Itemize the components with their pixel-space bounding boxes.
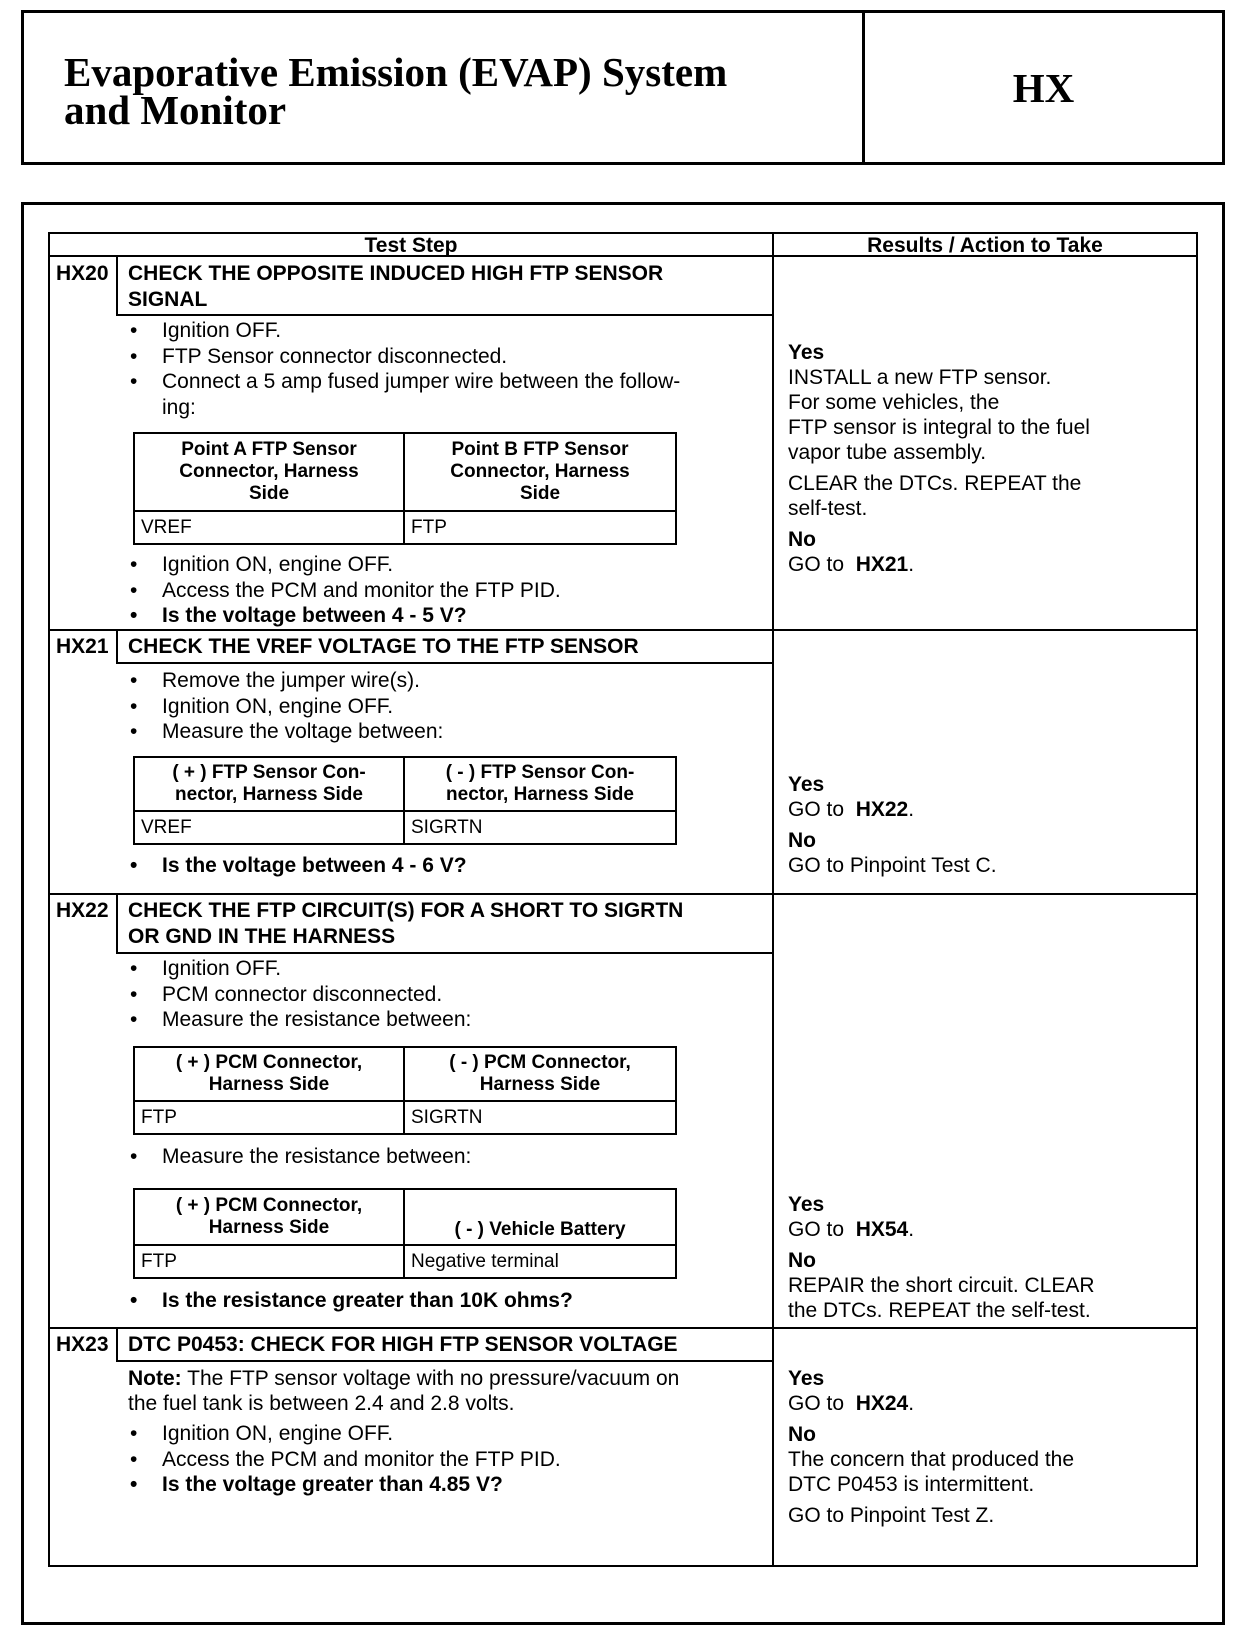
- note-text: [128, 1366, 679, 1416]
- pin-cell: FTP: [134, 1101, 404, 1134]
- goto-suffix: .: [908, 553, 915, 576]
- pin-cell: SIGRTN: [404, 811, 676, 844]
- pin-table: [133, 1046, 677, 1135]
- goto-target: HX22: [855, 798, 909, 821]
- pin-cell: SIGRTN: [404, 1101, 676, 1134]
- pin-table-header-line: Point B FTP Sensor: [451, 439, 629, 460]
- list-item: • Ignition ON, engine OFF.: [128, 1421, 561, 1447]
- no-label: No: [788, 829, 816, 852]
- pin-table-header-line: ( + ) PCM Connector,: [175, 1052, 363, 1073]
- result-goto: [788, 797, 1193, 822]
- goto-prefix: GO to: [788, 798, 845, 821]
- list-item: • Is the voltage greater than 4.85 V?: [128, 1472, 561, 1498]
- yes-label: Yes: [788, 341, 825, 364]
- pin-table-header: [134, 433, 404, 511]
- step-title-hx21: CHECK THE VREF VOLTAGE TO THE FTP SENSOR: [128, 635, 639, 658]
- list-item: • Access the PCM and monitor the FTP PID.: [128, 578, 561, 604]
- pin-table-header-line: ( + ) PCM Connector,: [175, 1195, 363, 1216]
- pin-cell: Negative terminal: [404, 1245, 676, 1278]
- list-item: • Remove the jumper wire(s).: [128, 668, 443, 694]
- pin-table-header-line: Side: [519, 483, 561, 504]
- pin-table-header-line: Harness Side: [479, 1074, 601, 1095]
- no-label: No: [788, 1249, 816, 1272]
- no-label: No: [788, 528, 816, 551]
- goto-target: HX24: [855, 1392, 909, 1415]
- step-title-hx20-line2: SIGNAL: [128, 288, 208, 311]
- result-line: INSTALL a new FTP sensor.: [788, 366, 1052, 389]
- pin-table-header-line: Side: [248, 483, 290, 504]
- step-id-hx23: HX23: [56, 1333, 109, 1356]
- result-hx20: [788, 340, 1193, 577]
- list-item: • Is the resistance greater than 10K ohms?: [128, 1288, 573, 1314]
- id-divider: [116, 895, 118, 954]
- page-header: [21, 10, 1225, 165]
- list-item: • Measure the voltage between:: [128, 719, 443, 745]
- yes-label: Yes: [788, 1367, 825, 1390]
- result-goto: [788, 552, 1193, 577]
- goto-prefix: GO to: [788, 553, 845, 576]
- bullet-list: [128, 956, 471, 1033]
- bullet-list: [128, 1421, 561, 1498]
- list-item: • Is the voltage between 4 - 5 V?: [128, 603, 561, 629]
- result-line: GO to Pinpoint Test C.: [788, 854, 997, 877]
- list-item: • Connect a 5 amp fused jumper wire between the follow-: [128, 369, 680, 395]
- step-title-hx22: [128, 898, 683, 950]
- step-divider: [50, 893, 1196, 895]
- list-item: • Ignition OFF.: [128, 318, 680, 344]
- result-line: REPAIR the short circuit. CLEAR: [788, 1274, 1095, 1297]
- title-rule: [116, 314, 772, 316]
- pin-table-header-line: Connector, Harness: [179, 461, 359, 482]
- test-step-table: [48, 232, 1198, 1567]
- title-rule: [116, 952, 772, 954]
- pin-table-header: [404, 757, 676, 811]
- result-line: CLEAR the DTCs. REPEAT the: [788, 472, 1082, 495]
- list-item: • Ignition ON, engine OFF.: [128, 694, 443, 720]
- pin-table: [133, 1188, 677, 1279]
- pin-table-header-line: ( - ) FTP Sensor Con-: [445, 762, 635, 783]
- goto-target: HX54: [855, 1218, 909, 1241]
- bullet-list: [128, 668, 443, 745]
- section-code: HX: [1012, 64, 1075, 111]
- list-item: • Measure the resistance between:: [128, 1144, 471, 1170]
- pin-table-header: [134, 757, 404, 811]
- title-rule: [116, 1360, 772, 1362]
- goto-target: HX21: [855, 553, 909, 576]
- goto-suffix: .: [908, 1218, 915, 1241]
- pin-table-header-line: Point A FTP Sensor: [181, 439, 357, 460]
- bullet-list: [128, 318, 680, 395]
- page-title-line1: Evaporative Emission (EVAP) System: [64, 49, 728, 95]
- note-line: the fuel tank is between 2.4 and 2.8 volts.: [128, 1392, 515, 1415]
- header-test-step: Test Step: [364, 234, 458, 257]
- page-title: [64, 49, 844, 133]
- yes-label: Yes: [788, 1193, 825, 1216]
- pin-cell: VREF: [134, 511, 404, 544]
- header-results: Results / Action to Take: [867, 234, 1103, 257]
- result-goto: [788, 1217, 1193, 1242]
- pin-table-header: [404, 1047, 676, 1101]
- title-rule: [116, 662, 772, 664]
- result-hx23: [788, 1366, 1193, 1528]
- list-item: • Ignition OFF.: [128, 956, 471, 982]
- bullet-list: [128, 853, 467, 879]
- list-item: • Is the voltage between 4 - 6 V?: [128, 853, 467, 879]
- step-id-hx21: HX21: [56, 635, 109, 658]
- pin-table-header: [404, 433, 676, 511]
- pin-table-header-line: ( - ) PCM Connector,: [449, 1052, 631, 1073]
- result-line: vapor tube assembly.: [788, 441, 987, 464]
- column-divider: [772, 234, 774, 1565]
- result-line: GO to Pinpoint Test Z.: [788, 1504, 995, 1527]
- pin-table-header-line: ( + ) FTP Sensor Con-: [172, 762, 366, 783]
- goto-prefix: GO to: [788, 1218, 845, 1241]
- pin-cell: VREF: [134, 811, 404, 844]
- result-line: the DTCs. REPEAT the self-test.: [788, 1299, 1091, 1322]
- pin-table-header-line: Connector, Harness: [450, 461, 630, 482]
- pin-cell: FTP: [134, 1245, 404, 1278]
- no-label: No: [788, 1423, 816, 1446]
- list-item-continuation: ing:: [162, 396, 196, 419]
- note-line: The FTP sensor voltage with no pressure/vacuum on: [181, 1367, 680, 1390]
- step-title-hx23: DTC P0453: CHECK FOR HIGH FTP SENSOR VOLTAGE: [128, 1333, 678, 1356]
- step-id-hx20: HX20: [56, 262, 109, 285]
- pin-table: [133, 432, 677, 545]
- goto-suffix: .: [908, 798, 915, 821]
- bullet-list: [128, 552, 561, 629]
- goto-suffix: .: [908, 1392, 915, 1415]
- pin-table-header: [134, 1189, 404, 1245]
- yes-label: Yes: [788, 773, 825, 796]
- bullet-list: [128, 1288, 573, 1314]
- pin-table: [133, 756, 677, 845]
- page-title-line2: and Monitor: [64, 87, 287, 133]
- result-line: For some vehicles, the: [788, 391, 1000, 414]
- step-title-hx20: [128, 261, 663, 313]
- result-line: self-test.: [788, 497, 868, 520]
- result-line: DTC P0453 is intermittent.: [788, 1473, 1035, 1496]
- id-divider: [116, 631, 118, 664]
- step-id-hx22: HX22: [56, 899, 109, 922]
- pin-table-header-line: Harness Side: [208, 1217, 330, 1238]
- step-title-hx20-line1: CHECK THE OPPOSITE INDUCED HIGH FTP SENSOR: [128, 262, 664, 285]
- list-item: • Access the PCM and monitor the FTP PID.: [128, 1447, 561, 1473]
- list-item: • Ignition ON, engine OFF.: [128, 552, 561, 578]
- goto-prefix: GO to: [788, 1392, 845, 1415]
- id-divider: [116, 257, 118, 316]
- pin-table-header-line: nector, Harness Side: [446, 784, 634, 805]
- step-divider: [50, 1327, 1196, 1329]
- note-label: Note:: [128, 1367, 182, 1390]
- pin-table-header-line: nector, Harness Side: [175, 784, 363, 805]
- step-title-hx22-line2: OR GND IN THE HARNESS: [128, 925, 396, 948]
- result-hx21: [788, 772, 1193, 878]
- result-goto: [788, 1391, 1193, 1416]
- list-item: • Measure the resistance between:: [128, 1007, 471, 1033]
- result-hx22: [788, 1192, 1193, 1323]
- list-item: • PCM connector disconnected.: [128, 982, 471, 1008]
- bullet-list: [128, 1144, 471, 1170]
- pin-table-header: [134, 1047, 404, 1101]
- step-divider: [50, 629, 1196, 631]
- step-title-hx22-line1: CHECK THE FTP CIRCUIT(S) FOR A SHORT TO SIGRTN: [128, 899, 684, 922]
- pin-table-header: ( - ) Vehicle Battery: [404, 1189, 676, 1245]
- id-divider: [116, 1329, 118, 1362]
- pin-table-header-line: Harness Side: [208, 1074, 330, 1095]
- result-line: FTP sensor is integral to the fuel: [788, 416, 1090, 439]
- result-line: The concern that produced the: [788, 1448, 1075, 1471]
- pin-cell: FTP: [404, 511, 676, 544]
- list-item: • FTP Sensor connector disconnected.: [128, 344, 680, 370]
